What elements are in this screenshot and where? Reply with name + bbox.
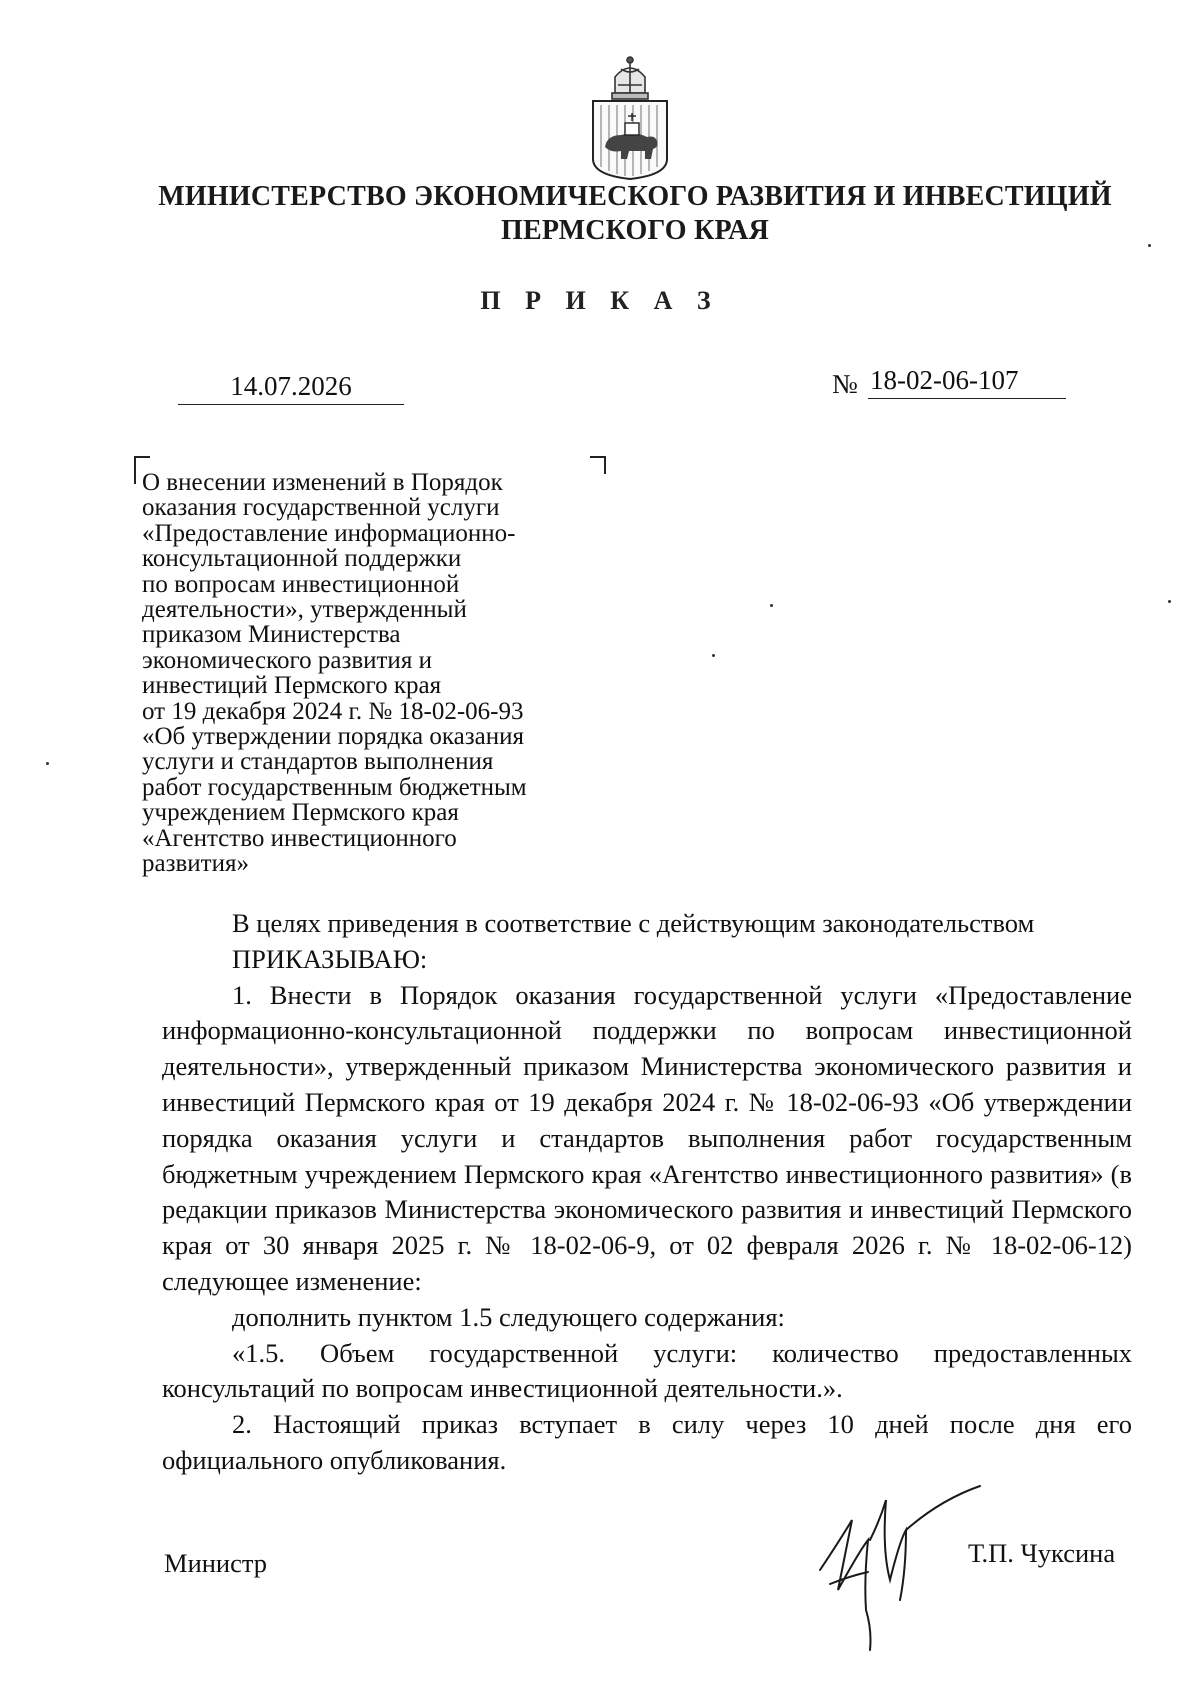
scan-speck xyxy=(770,604,773,607)
coat-of-arms-icon xyxy=(585,55,675,183)
scan-speck xyxy=(1148,244,1151,247)
subject-line: услуги и стандартов выполнения xyxy=(142,748,494,776)
subject-line: работ государственным бюджетным xyxy=(142,773,527,801)
subject-line: приказом Министерства xyxy=(142,621,401,649)
subject-line: «Агентство инвестиционного xyxy=(142,824,457,852)
item-1-quote-paragraph: «1.5. Объем государственной услуги: количество предоставленных консультаций по вопросам инвестиционной деятельности.». xyxy=(162,1337,1132,1404)
order-date: 14.07.2026 xyxy=(178,368,404,405)
subject-line: деятельности», утвержденный xyxy=(142,596,467,624)
subject-line: консультационной поддержки xyxy=(142,545,462,573)
subject-line: экономического развития и xyxy=(142,646,432,674)
subject-line: инвестиций Пермского края xyxy=(142,672,442,700)
order-subject xyxy=(142,470,612,877)
decree-word: ПРИКАЗЫВАЮ: xyxy=(232,943,428,974)
order-number: 18-02-06-107 xyxy=(868,362,1066,399)
subject-line: оказания государственной услуги xyxy=(142,494,500,522)
handwritten-signature-icon xyxy=(810,1480,1000,1660)
subject-line: «Об утверждении порядка оказания xyxy=(142,723,524,751)
scan-speck xyxy=(1168,600,1171,603)
subject-line: по вопросам инвестиционной xyxy=(142,570,460,598)
number-sign: № xyxy=(832,369,858,399)
ministry-line-2: ПЕРМСКОГО КРАЯ xyxy=(500,215,770,246)
subject-line: «Предоставление информационно- xyxy=(142,519,516,547)
ministry-line-1: МИНИСТЕРСТВО ЭКОНОМИЧЕСКОГО РАЗВИТИЯ И ИНВЕСТИЦИЙ xyxy=(158,181,1112,212)
subject-line: О внесении изменений в Порядок xyxy=(142,469,503,496)
subject-line: от 19 декабря 2024 г. № 18-02-06-93 xyxy=(142,697,524,725)
scan-speck xyxy=(712,654,715,657)
order-title: П Р И К А З xyxy=(480,286,720,315)
subject-line: развития» xyxy=(142,850,249,878)
scan-speck xyxy=(46,762,49,765)
subject-line: учреждением Пермского края xyxy=(142,799,459,827)
ministry-name xyxy=(140,180,1130,248)
signatory-position: Министр xyxy=(164,1548,268,1578)
item-1-paragraph: 1. Внести в Порядок оказания государственной услуги «Предоставление информационно-консультационной поддержки по вопросам инвестиционной деятельности», утвержденный приказом Министерства экономического развития и инвестиций Пермского края от 19 декабря 2024 г. № 18-02-06-93 «Об утверждении порядка оказания услуги и стандартов выполнения работ государственным бюджетным учреждением Пермского края «Агентство инвестиционного развития» (в редакции приказов Министерства экономического развития и инвестиций Пермского края от 30 января 2025 г. № 18-02-06-9, от 02 февраля 2026 г. № 18-02-06-12) следующее изменение: xyxy=(162,979,1132,1296)
item-2-paragraph: 2. Настоящий приказ вступает в силу через 10 дней после дня его официального опубликования. xyxy=(162,1409,1132,1475)
order-body xyxy=(162,906,1132,1479)
item-1-subparagraph: дополнить пунктом 1.5 следующего содержания: xyxy=(232,1301,785,1332)
signatory-name: Т.П. Чуксина xyxy=(968,1538,1116,1568)
intro-paragraph: В целях приведения в соответствие с действующим законодательством xyxy=(232,908,1035,938)
